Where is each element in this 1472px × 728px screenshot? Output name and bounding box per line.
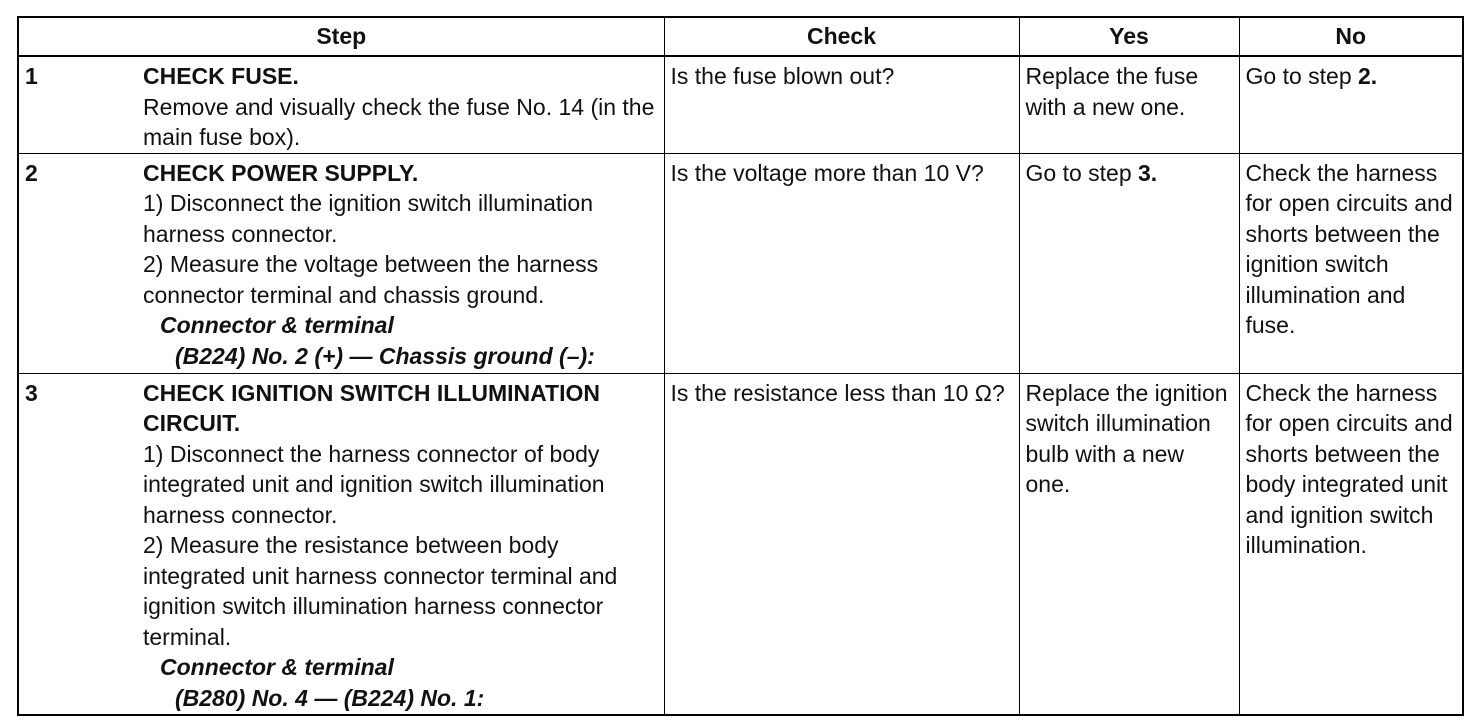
table-header-row bbox=[18, 17, 1463, 56]
header-check: Check bbox=[664, 17, 1019, 56]
no-cell-3: Check the harness for open circuits and shorts between the body integrated unit and ignition switch illumination. bbox=[1239, 373, 1463, 715]
check-cell-2: Is the voltage more than 10 V? bbox=[664, 153, 1019, 373]
header-step: Step bbox=[18, 17, 664, 56]
no-step-ref: 2. bbox=[1358, 63, 1378, 89]
step-cell-3 bbox=[18, 373, 664, 715]
substep-2: 2) Measure the resistance between body integrated unit harness connector terminal and ignition switch illumination harness connector terminal. bbox=[143, 532, 618, 650]
step-title: CHECK FUSE. bbox=[143, 63, 299, 89]
step-text: Remove and visually check the fuse No. 14 (in the main fuse box). bbox=[143, 93, 655, 150]
connector-value: (B224) No. 2 (+) — Chassis ground (–): bbox=[175, 342, 595, 369]
step-number: 3 bbox=[25, 379, 38, 406]
step-title: CHECK IGNITION SWITCH ILLUMINATION CIRCUIT. bbox=[143, 379, 600, 436]
connector-value: (B280) No. 4 — (B224) No. 1: bbox=[175, 684, 485, 711]
no-text: Go to step bbox=[1245, 63, 1359, 89]
yes-step-ref: 3. bbox=[1138, 159, 1158, 186]
yes-cell-3: Replace the ignition switch illumination bulb with a new one. bbox=[1019, 373, 1239, 715]
step-title: CHECK POWER SUPPLY. bbox=[143, 159, 419, 186]
substep-1: 1) Disconnect the harness connector of body integrated unit and ignition switch illumination harness connector. bbox=[143, 440, 605, 528]
connector-label: Connector & terminal bbox=[160, 312, 394, 338]
table-row-3 bbox=[18, 373, 1463, 715]
header-no: No bbox=[1239, 17, 1463, 56]
check-cell-1: Is the fuse blown out? bbox=[664, 56, 1019, 153]
header-yes: Yes bbox=[1019, 17, 1239, 56]
substep-1: 1) Disconnect the ignition switch illumination harness connector. bbox=[143, 190, 593, 247]
yes-cell-2 bbox=[1019, 153, 1239, 373]
step-cell-1 bbox=[18, 56, 664, 153]
no-cell-2: Check the harness for open circuits and shorts between the ignition switch illumination and fuse. bbox=[1239, 153, 1463, 373]
diagnostic-table bbox=[17, 16, 1464, 716]
substep-2: 2) Measure the voltage between the harness connector terminal and chassis ground. bbox=[143, 251, 599, 308]
step-cell-2 bbox=[18, 153, 664, 373]
no-cell-1 bbox=[1239, 56, 1463, 153]
table-row-2 bbox=[18, 153, 1463, 373]
step-number: 1 bbox=[25, 63, 38, 89]
check-cell-3: Is the resistance less than 10 Ω? bbox=[664, 373, 1019, 715]
yes-cell-1: Replace the fuse with a new one. bbox=[1019, 56, 1239, 153]
yes-text: Go to step bbox=[1025, 159, 1139, 186]
table-row-1 bbox=[18, 56, 1463, 153]
connector-label: Connector & terminal bbox=[160, 654, 394, 680]
step-number: 2 bbox=[25, 159, 38, 186]
